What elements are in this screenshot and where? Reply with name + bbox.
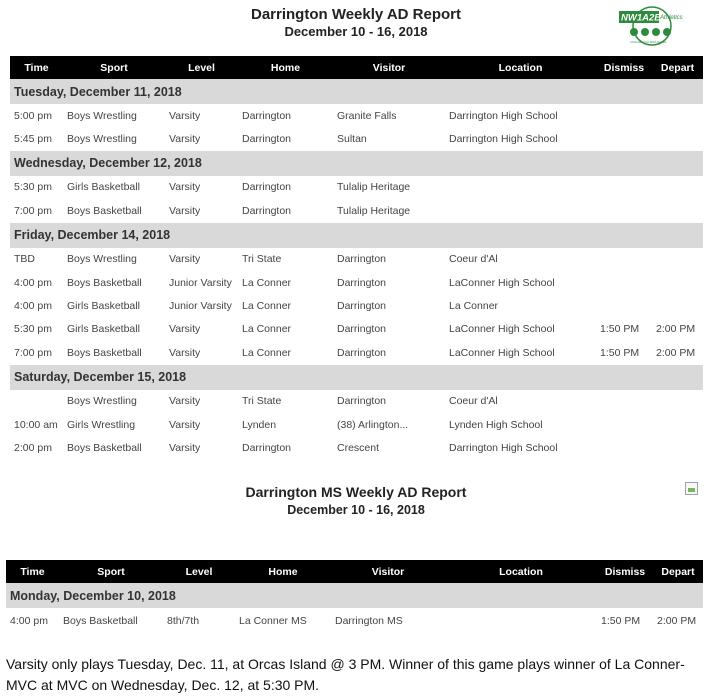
table-cell bbox=[596, 104, 652, 127]
table-cell: (38) Arlington... bbox=[337, 418, 409, 431]
table-cell: 8th/7th bbox=[167, 614, 200, 627]
table-cell bbox=[596, 413, 652, 436]
table-cell bbox=[596, 127, 652, 150]
table-cell: Varsity bbox=[169, 323, 201, 336]
table-cell: Darrington bbox=[242, 441, 292, 454]
table-cell: 5:30 pm bbox=[14, 181, 52, 194]
table-row bbox=[6, 608, 703, 633]
table-cell: La Conner MS bbox=[239, 614, 307, 627]
day-label: Monday, December 10, 2018 bbox=[6, 583, 703, 608]
table-cell: 5:00 pm bbox=[14, 109, 52, 122]
table-cell: Darrington High School bbox=[449, 441, 558, 454]
table-cell: Lynden High School bbox=[449, 418, 543, 431]
table-cell bbox=[596, 271, 652, 294]
day-header-row bbox=[6, 583, 703, 608]
table-cell: Darrington bbox=[337, 276, 387, 289]
day-header-row bbox=[10, 365, 703, 390]
table-cell: Boys Basketball bbox=[67, 204, 142, 217]
table-cell: Darrington bbox=[242, 133, 292, 146]
table-cell bbox=[652, 271, 703, 294]
table-cell: 2:00 PM bbox=[657, 614, 697, 627]
table-cell bbox=[596, 248, 652, 271]
table-row bbox=[10, 104, 703, 127]
table-cell: Darrington bbox=[242, 109, 292, 122]
table-cell: 1:50 PM bbox=[601, 614, 641, 627]
table-cell: TBD bbox=[14, 253, 35, 266]
column-header: Time bbox=[20, 565, 45, 578]
table-cell: Girls Basketball bbox=[67, 323, 140, 336]
table-cell bbox=[652, 248, 703, 271]
nw1a2b-athletics-logo-icon bbox=[616, 6, 688, 46]
table-cell: Junior Varsity bbox=[169, 276, 232, 289]
day-label: Wednesday, December 12, 2018 bbox=[10, 151, 703, 176]
table-cell bbox=[596, 436, 652, 459]
table-cell: Varsity bbox=[169, 441, 201, 454]
table-row bbox=[10, 294, 703, 317]
ms-schedule-table bbox=[6, 560, 703, 633]
column-header: Level bbox=[188, 61, 215, 74]
table-cell: Darrington bbox=[242, 204, 292, 217]
table-cell: 2:00 PM bbox=[656, 323, 696, 336]
table-row bbox=[10, 413, 703, 436]
column-header: Depart bbox=[660, 61, 695, 74]
table-cell: Crescent bbox=[337, 441, 380, 454]
table-cell bbox=[652, 390, 703, 413]
column-header: Time bbox=[24, 61, 49, 74]
hs-schedule-table bbox=[10, 56, 703, 460]
table-cell: Boys Basketball bbox=[67, 346, 142, 359]
table-row bbox=[10, 318, 703, 341]
table-cell: Varsity bbox=[169, 109, 201, 122]
table-cell: Boys Wrestling bbox=[67, 133, 137, 146]
table-cell: 10:00 am bbox=[14, 418, 58, 431]
day-header-row bbox=[10, 79, 703, 104]
column-header: Location bbox=[499, 565, 543, 578]
table-cell: Boys Basketball bbox=[63, 614, 138, 627]
column-header: Location bbox=[498, 61, 543, 74]
table-cell: Varsity bbox=[169, 346, 201, 359]
table-cell bbox=[652, 104, 703, 127]
table-cell: Coeur d'Al bbox=[449, 253, 498, 266]
table-cell: Varsity bbox=[169, 395, 201, 408]
table-cell: 1:50 PM bbox=[600, 323, 640, 336]
table-cell: La Conner bbox=[242, 323, 292, 336]
column-header: Dismiss bbox=[603, 61, 645, 74]
table-row bbox=[10, 436, 703, 459]
column-header: Visitor bbox=[371, 565, 405, 578]
table-cell: Darrington bbox=[337, 253, 387, 266]
table-cell: LaConner High School bbox=[449, 276, 555, 289]
table-cell: Boys Wrestling bbox=[67, 395, 137, 408]
table-cell: Varsity bbox=[169, 133, 201, 146]
column-header: Home bbox=[270, 61, 301, 74]
table-cell: Girls Wrestling bbox=[67, 418, 136, 431]
table-cell bbox=[652, 176, 703, 199]
table-cell: Darrington bbox=[337, 395, 387, 408]
broken-image-icon bbox=[685, 482, 698, 495]
table-cell: 7:00 pm bbox=[14, 204, 52, 217]
footnote-text: Varsity only plays Tuesday, Dec. 11, at Orcas Island @ 3 PM. Winner of this game plays winner of La Conner-MVC at MVC on Wednesday, Dec. 12, at 5:30 PM. bbox=[6, 656, 685, 693]
table-cell: 4:00 pm bbox=[10, 614, 48, 627]
day-header-row bbox=[10, 223, 703, 248]
header-row bbox=[10, 56, 703, 79]
table-cell: 5:45 pm bbox=[14, 133, 52, 146]
table-cell: Varsity bbox=[169, 418, 201, 431]
column-header: Visitor bbox=[372, 61, 406, 74]
table-cell: Darrington MS bbox=[335, 614, 403, 627]
table-cell: Girls Basketball bbox=[67, 181, 140, 194]
table-row bbox=[10, 271, 703, 294]
table-cell: Tri State bbox=[242, 253, 282, 266]
table-cell bbox=[445, 199, 596, 222]
table-cell: LaConner High School bbox=[449, 323, 555, 336]
column-header: Dismiss bbox=[604, 565, 646, 578]
table-cell: Darrington bbox=[337, 346, 387, 359]
logo-text: NW1A2B bbox=[621, 12, 662, 24]
table-cell bbox=[652, 127, 703, 150]
table-cell: Darrington bbox=[242, 181, 292, 194]
table-cell: La Conner bbox=[242, 300, 292, 313]
table-cell: Tri State bbox=[242, 395, 282, 408]
column-header: Depart bbox=[661, 565, 695, 578]
table-cell bbox=[652, 436, 703, 459]
table-cell bbox=[596, 176, 652, 199]
column-header: Sport bbox=[97, 565, 125, 578]
table-cell: Darrington High School bbox=[449, 109, 558, 122]
table-cell: LaConner High School bbox=[449, 346, 555, 359]
column-header: Level bbox=[185, 565, 213, 578]
table-cell: Tulalip Heritage bbox=[337, 204, 411, 217]
table-cell: Darrington High School bbox=[449, 133, 558, 146]
table-cell: Lynden bbox=[242, 418, 277, 431]
table-cell: 4:00 pm bbox=[14, 276, 52, 289]
table-cell bbox=[652, 294, 703, 317]
header-row bbox=[6, 560, 703, 583]
table-cell: Coeur d'Al bbox=[449, 395, 498, 408]
table-cell: Boys Wrestling bbox=[67, 109, 137, 122]
table-row bbox=[10, 127, 703, 150]
day-label: Tuesday, December 11, 2018 bbox=[10, 79, 703, 104]
day-label: Saturday, December 15, 2018 bbox=[10, 365, 703, 390]
table-cell: 1:50 PM bbox=[600, 346, 640, 359]
table-cell: Tulalip Heritage bbox=[337, 181, 411, 194]
logo-tagline: A Member of the WIAA Network bbox=[630, 41, 667, 44]
table-cell: Junior Varsity bbox=[169, 300, 232, 313]
table-cell bbox=[445, 608, 597, 633]
day-label: Friday, December 14, 2018 bbox=[10, 223, 703, 248]
table-cell: La Conner bbox=[242, 346, 292, 359]
table-cell: Varsity bbox=[169, 181, 201, 194]
table-cell: La Conner bbox=[449, 300, 499, 313]
hs-report-title: Darrington Weekly AD Report bbox=[250, 6, 462, 23]
column-header: Sport bbox=[100, 61, 128, 74]
day-header-row bbox=[10, 151, 703, 176]
column-header: Home bbox=[268, 565, 298, 578]
table-cell: Darrington bbox=[337, 323, 387, 336]
logo-subtext: Athletics bbox=[660, 15, 683, 21]
table-cell: Boys Basketball bbox=[67, 276, 142, 289]
table-cell bbox=[652, 413, 703, 436]
table-cell bbox=[652, 199, 703, 222]
hs-report-dates: December 10 - 16, 2018 bbox=[284, 24, 428, 39]
table-row bbox=[10, 248, 703, 271]
table-cell: Varsity bbox=[169, 253, 201, 266]
table-cell: Granite Falls bbox=[337, 109, 397, 122]
ms-report-dates: December 10 - 16, 2018 bbox=[287, 503, 425, 517]
table-cell: 4:00 pm bbox=[14, 300, 52, 313]
ms-report-title: Darrington MS Weekly AD Report bbox=[245, 484, 467, 500]
table-cell: 7:00 pm bbox=[14, 346, 52, 359]
table-cell: 2:00 pm bbox=[14, 441, 52, 454]
table-cell bbox=[596, 390, 652, 413]
table-row bbox=[10, 176, 703, 199]
table-cell: Boys Basketball bbox=[67, 441, 142, 454]
table-cell: 2:00 PM bbox=[656, 346, 696, 359]
table-cell bbox=[596, 294, 652, 317]
table-row bbox=[10, 390, 703, 413]
table-cell: Darrington bbox=[337, 300, 387, 313]
table-cell bbox=[445, 176, 596, 199]
table-cell: Varsity bbox=[169, 204, 201, 217]
table-cell: La Conner bbox=[242, 276, 292, 289]
table-row bbox=[10, 199, 703, 222]
table-row bbox=[10, 341, 703, 364]
table-cell: Boys Wrestling bbox=[67, 253, 137, 266]
table-cell bbox=[10, 390, 63, 413]
table-cell: 5:30 pm bbox=[14, 323, 52, 336]
table-cell: Sultan bbox=[337, 133, 367, 146]
table-cell: Girls Basketball bbox=[67, 300, 140, 313]
table-cell bbox=[596, 199, 652, 222]
